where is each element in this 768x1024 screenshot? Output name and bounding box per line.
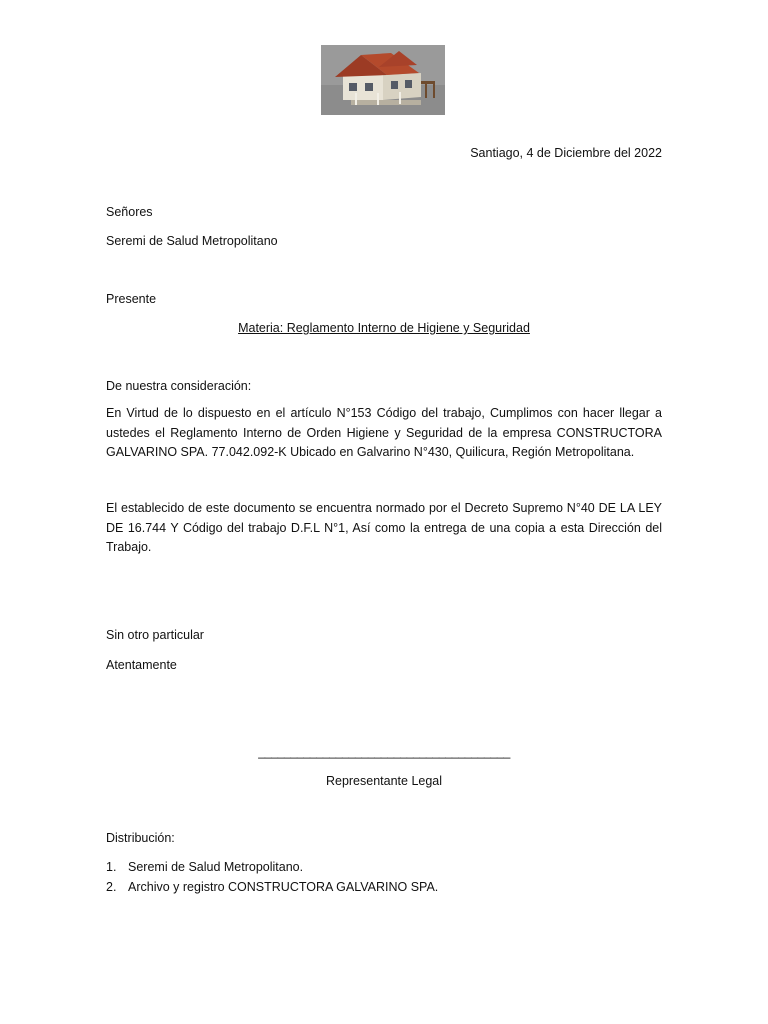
- distribution-heading: Distribución:: [106, 831, 175, 845]
- body-paragraph: El establecido de este documento se encuentra normado por el Decreto Supremo N°40 DE LA LEY DE 16.744 Y Código del trabajo D.F.L N°1, Así como la entrega de una copia a esta Dirección del Trabajo.: [106, 501, 662, 554]
- letter-date: Santiago, 4 de Diciembre del 2022: [470, 146, 662, 160]
- list-item-text: Archivo y registro CONSTRUCTORA GALVARINO SPA.: [128, 880, 439, 894]
- list-item-text: Seremi de Salud Metropolitano.: [128, 860, 304, 874]
- house-logo-icon: [321, 45, 445, 115]
- presente-label: Presente: [106, 292, 157, 306]
- recipient-name: Seremi de Salud Metropolitano: [106, 234, 278, 248]
- subject-line: [0, 320, 768, 336]
- closing-signoff: Atentamente: [106, 658, 177, 672]
- signature-line: _______________________________________: [258, 745, 510, 759]
- closing-line: Sin otro particular: [106, 628, 204, 642]
- list-item-number: 2.: [106, 880, 117, 894]
- subject-text: Materia: Reglamento Interno de Higiene y Seguridad: [238, 321, 530, 335]
- distribution-list: [106, 859, 438, 899]
- body-paragraph: En Virtud de lo dispuesto en el artículo N°153 Código del trabajo, Cumplimos con hacer llegar a ustedes el Reglamento Interno de Orden Higiene y Seguridad de la empresa CONSTRUCTORA GALVARINO SPA. 77.042.092-K Ubicado en Galvarino N°430, Quilicura, Región Metropolitana.: [106, 406, 662, 459]
- list-item: [106, 859, 438, 879]
- salutation: De nuestra consideración:: [106, 379, 252, 393]
- list-item: [106, 879, 438, 899]
- signature-title: Representante Legal: [325, 774, 443, 788]
- recipient-greeting: Señores: [106, 205, 153, 219]
- list-item-number: 1.: [106, 860, 117, 874]
